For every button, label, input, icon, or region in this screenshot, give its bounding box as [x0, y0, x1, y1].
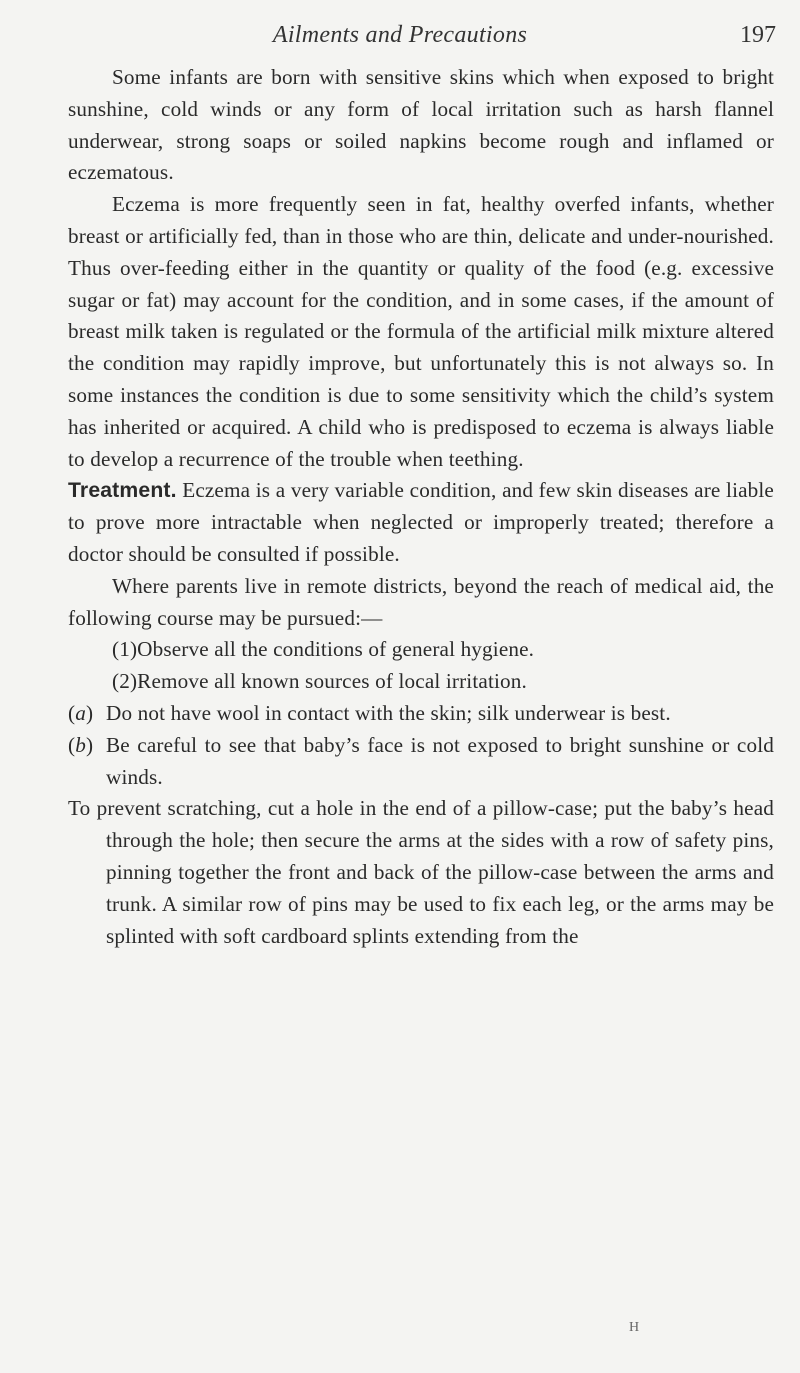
list-item-1: [68, 634, 774, 666]
list-item-2: [68, 666, 774, 698]
treatment-text: Eczema is a very variable condition, and few skin diseases are liable to prove more intractable when neglected or improperly treated; therefore a doctor should be consulted if possible.: [68, 478, 774, 566]
list-item-1-text: Observe all the conditions of general hygiene.: [137, 637, 535, 662]
sub-item-a: [68, 698, 774, 730]
running-title: Ailments and Precautions: [272, 22, 528, 48]
treatment-heading: Treatment.: [68, 479, 177, 503]
signature-mark: H: [629, 1320, 640, 1335]
sub-item-b: [68, 730, 774, 794]
sub-item-a-text: Do not have wool in contact with the skin; silk underwear is best.: [106, 700, 671, 725]
page-number: 197: [740, 22, 776, 48]
list-item-2-text: Remove all known sources of local irritation.: [137, 669, 527, 694]
body-text: [68, 62, 774, 952]
running-head: [0, 22, 800, 62]
list-item-2-number: (2): [112, 669, 138, 694]
sub-item-a-letter: (a): [68, 700, 94, 725]
paragraph-remote: Where parents live in remote districts, beyond the reach of medical aid, the following course may be pursued:—: [68, 573, 774, 630]
list-item-1-number: (1): [112, 637, 138, 662]
sub-item-b-letter: (b): [68, 732, 94, 757]
paragraph-intro: Some infants are born with sensitive skins which when exposed to bright sunshine, cold winds or any form of local irritation such as harsh flannel underwear, strong soaps or soiled napkins become rough and inflamed or eczematous.: [68, 65, 774, 185]
paragraph-treatment: [68, 475, 774, 570]
paragraph-causes: Eczema is more frequently seen in fat, healthy overfed infants, whether breast or artificially fed, than in those who are thin, delicate and under-nourished. Thus over-feeding either in the quantity or quality of the food (e.g. excessive sugar or fat) may account for the condition, and in some cases, if the amount of breast milk taken is regulated or the formula of the artificial milk mixture altered the condition may rapidly improve, but unfortunately this is not always so. In some instances the condition is due to some sensitivity which the child’s system has inherited or acquired. A child who is predisposed to eczema is always liable to develop a recurrence of the trouble when teething.: [68, 192, 774, 471]
scratching-note: To prevent scratching, cut a hole in the end of a pillow-case; put the baby’s head through the hole; then secure the arms at the sides with a row of safety pins, pinning together the front and back of the pillow-case between the arms and trunk. A similar row of pins may be used to fix each leg, or the arms may be splinted with soft cardboard splints extending from the: [68, 796, 774, 948]
sub-item-b-text: Be careful to see that baby’s face is not exposed to bright sunshine or cold winds.: [106, 732, 774, 789]
